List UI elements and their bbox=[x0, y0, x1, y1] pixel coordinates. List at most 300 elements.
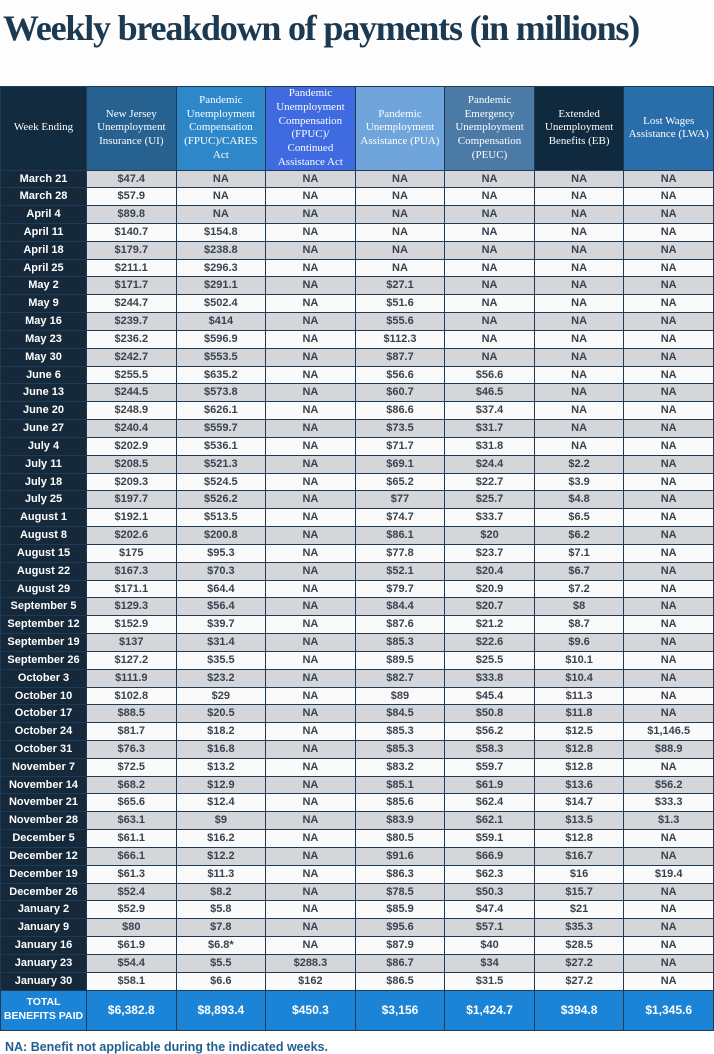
week-ending-cell: May 16 bbox=[1, 313, 87, 331]
table-row bbox=[1, 794, 714, 812]
value-cell: $244.7 bbox=[87, 295, 177, 313]
value-cell: NA bbox=[266, 277, 356, 295]
value-cell: NA bbox=[355, 223, 445, 241]
value-cell: NA bbox=[624, 313, 714, 331]
value-cell: $137 bbox=[87, 634, 177, 652]
value-cell: NA bbox=[266, 776, 356, 794]
value-cell: $73.5 bbox=[355, 420, 445, 438]
value-cell: $56.4 bbox=[176, 598, 266, 616]
table-row bbox=[1, 634, 714, 652]
value-cell: NA bbox=[624, 170, 714, 188]
value-cell: $6.6 bbox=[176, 972, 266, 990]
header-row bbox=[1, 87, 714, 171]
value-cell: $56.6 bbox=[355, 366, 445, 384]
value-cell: $296.3 bbox=[176, 259, 266, 277]
value-cell: $33.8 bbox=[445, 669, 535, 687]
value-cell: $8.7 bbox=[534, 616, 624, 634]
value-cell: $61.9 bbox=[445, 776, 535, 794]
table-row bbox=[1, 455, 714, 473]
value-cell: $55.6 bbox=[355, 313, 445, 331]
value-cell: $52.9 bbox=[87, 901, 177, 919]
value-cell: $596.9 bbox=[176, 330, 266, 348]
value-cell: $19.4 bbox=[624, 865, 714, 883]
value-cell: $52.1 bbox=[355, 562, 445, 580]
table-row bbox=[1, 295, 714, 313]
value-cell: $86.1 bbox=[355, 527, 445, 545]
value-cell: NA bbox=[266, 598, 356, 616]
column-header-2: Pandemic Unemployment Compensation (FPUC)/CARES Act bbox=[176, 87, 266, 171]
total-value-cell: $1,345.6 bbox=[624, 990, 714, 1030]
week-ending-cell: October 10 bbox=[1, 687, 87, 705]
value-cell: $52.4 bbox=[87, 883, 177, 901]
value-cell: NA bbox=[355, 241, 445, 259]
value-cell: $20 bbox=[445, 527, 535, 545]
value-cell: $248.9 bbox=[87, 402, 177, 420]
column-header-4: Pandemic Unemployment Assistance (PUA) bbox=[355, 87, 445, 171]
value-cell: NA bbox=[534, 277, 624, 295]
value-cell: NA bbox=[534, 330, 624, 348]
value-cell: $95.3 bbox=[176, 544, 266, 562]
value-cell: $1,146.5 bbox=[624, 723, 714, 741]
value-cell: $2.2 bbox=[534, 455, 624, 473]
value-cell: NA bbox=[266, 562, 356, 580]
value-cell: $10.1 bbox=[534, 651, 624, 669]
value-cell: $127.2 bbox=[87, 651, 177, 669]
value-cell: NA bbox=[355, 259, 445, 277]
value-cell: NA bbox=[266, 794, 356, 812]
value-cell: NA bbox=[534, 313, 624, 331]
value-cell: $85.9 bbox=[355, 901, 445, 919]
value-cell: NA bbox=[445, 206, 535, 224]
value-cell: $7.1 bbox=[534, 544, 624, 562]
value-cell: $37.4 bbox=[445, 402, 535, 420]
value-cell: $12.9 bbox=[176, 776, 266, 794]
value-cell: NA bbox=[624, 830, 714, 848]
week-ending-cell: October 24 bbox=[1, 723, 87, 741]
value-cell: $27.2 bbox=[534, 954, 624, 972]
value-cell: $54.4 bbox=[87, 954, 177, 972]
value-cell: $29 bbox=[176, 687, 266, 705]
value-cell: $8.2 bbox=[176, 883, 266, 901]
value-cell: NA bbox=[534, 241, 624, 259]
value-cell: NA bbox=[266, 491, 356, 509]
value-cell: $171.7 bbox=[87, 277, 177, 295]
value-cell: NA bbox=[176, 206, 266, 224]
value-cell: $240.4 bbox=[87, 420, 177, 438]
value-cell: $11.3 bbox=[534, 687, 624, 705]
table-row bbox=[1, 919, 714, 937]
table-row bbox=[1, 402, 714, 420]
value-cell: $78.5 bbox=[355, 883, 445, 901]
value-cell: NA bbox=[266, 295, 356, 313]
value-cell: $82.7 bbox=[355, 669, 445, 687]
value-cell: $57.9 bbox=[87, 188, 177, 206]
value-cell: $208.5 bbox=[87, 455, 177, 473]
value-cell: $179.7 bbox=[87, 241, 177, 259]
table-row bbox=[1, 491, 714, 509]
value-cell: $14.7 bbox=[534, 794, 624, 812]
value-cell: $77.8 bbox=[355, 544, 445, 562]
value-cell: $24.4 bbox=[445, 455, 535, 473]
value-cell: $85.6 bbox=[355, 794, 445, 812]
table-row bbox=[1, 687, 714, 705]
value-cell: $6.7 bbox=[534, 562, 624, 580]
value-cell: $20.5 bbox=[176, 705, 266, 723]
value-cell: $62.4 bbox=[445, 794, 535, 812]
value-cell: $85.3 bbox=[355, 723, 445, 741]
value-cell: NA bbox=[534, 420, 624, 438]
table-row bbox=[1, 170, 714, 188]
value-cell: NA bbox=[624, 883, 714, 901]
value-cell: NA bbox=[624, 420, 714, 438]
value-cell: $211.1 bbox=[87, 259, 177, 277]
value-cell: $7.2 bbox=[534, 580, 624, 598]
value-cell: NA bbox=[624, 972, 714, 990]
table-row bbox=[1, 223, 714, 241]
total-value-cell: $6,382.8 bbox=[87, 990, 177, 1030]
column-header-5: Pandemic Emergency Unemployment Compensation (PEUC) bbox=[445, 87, 535, 171]
week-ending-cell: November 7 bbox=[1, 758, 87, 776]
value-cell: $22.6 bbox=[445, 634, 535, 652]
week-ending-cell: March 28 bbox=[1, 188, 87, 206]
value-cell: NA bbox=[624, 580, 714, 598]
value-cell: $85.3 bbox=[355, 741, 445, 759]
value-cell: NA bbox=[266, 420, 356, 438]
value-cell: NA bbox=[266, 206, 356, 224]
week-ending-cell: October 3 bbox=[1, 669, 87, 687]
footnote: NA: Benefit not applicable during the indicated weeks. bbox=[5, 1039, 328, 1054]
value-cell: $192.1 bbox=[87, 509, 177, 527]
table-row bbox=[1, 420, 714, 438]
value-cell: NA bbox=[624, 295, 714, 313]
value-cell: NA bbox=[624, 527, 714, 545]
table-row bbox=[1, 313, 714, 331]
value-cell: $21 bbox=[534, 901, 624, 919]
value-cell: NA bbox=[624, 473, 714, 491]
value-cell: NA bbox=[534, 170, 624, 188]
value-cell: $7.8 bbox=[176, 919, 266, 937]
value-cell: NA bbox=[534, 259, 624, 277]
value-cell: NA bbox=[534, 188, 624, 206]
value-cell: $58.1 bbox=[87, 972, 177, 990]
value-cell: $47.4 bbox=[445, 901, 535, 919]
table-row bbox=[1, 277, 714, 295]
value-cell: $16 bbox=[534, 865, 624, 883]
week-ending-cell: August 1 bbox=[1, 509, 87, 527]
value-cell: $12.8 bbox=[534, 830, 624, 848]
table-row bbox=[1, 580, 714, 598]
table-row bbox=[1, 330, 714, 348]
value-cell: $47.4 bbox=[87, 170, 177, 188]
value-cell: $200.8 bbox=[176, 527, 266, 545]
week-ending-cell: July 4 bbox=[1, 437, 87, 455]
value-cell: $553.5 bbox=[176, 348, 266, 366]
value-cell: $91.6 bbox=[355, 847, 445, 865]
value-cell: NA bbox=[266, 527, 356, 545]
value-cell: NA bbox=[266, 241, 356, 259]
value-cell: $635.2 bbox=[176, 366, 266, 384]
value-cell: NA bbox=[266, 188, 356, 206]
value-cell: $129.3 bbox=[87, 598, 177, 616]
value-cell: $58.3 bbox=[445, 741, 535, 759]
value-cell: $62.1 bbox=[445, 812, 535, 830]
value-cell: NA bbox=[624, 259, 714, 277]
value-cell: NA bbox=[624, 687, 714, 705]
table-row bbox=[1, 473, 714, 491]
table-row bbox=[1, 509, 714, 527]
value-cell: $16.2 bbox=[176, 830, 266, 848]
value-cell: NA bbox=[624, 206, 714, 224]
column-header-0: Week Ending bbox=[1, 87, 87, 171]
table-row bbox=[1, 527, 714, 545]
value-cell: NA bbox=[624, 758, 714, 776]
value-cell: $20.4 bbox=[445, 562, 535, 580]
value-cell: $87.6 bbox=[355, 616, 445, 634]
week-ending-cell: May 30 bbox=[1, 348, 87, 366]
value-cell: NA bbox=[266, 723, 356, 741]
table-row bbox=[1, 776, 714, 794]
value-cell: NA bbox=[624, 901, 714, 919]
value-cell: $8 bbox=[534, 598, 624, 616]
value-cell: NA bbox=[534, 295, 624, 313]
value-cell: $12.8 bbox=[534, 741, 624, 759]
table-row bbox=[1, 384, 714, 402]
value-cell: $524.5 bbox=[176, 473, 266, 491]
value-cell: $9 bbox=[176, 812, 266, 830]
table-header bbox=[1, 87, 714, 171]
value-cell: $5.5 bbox=[176, 954, 266, 972]
value-cell: $61.3 bbox=[87, 865, 177, 883]
week-ending-cell: July 11 bbox=[1, 455, 87, 473]
value-cell: $89 bbox=[355, 687, 445, 705]
week-ending-cell: July 25 bbox=[1, 491, 87, 509]
week-ending-cell: March 21 bbox=[1, 170, 87, 188]
value-cell: $27.2 bbox=[534, 972, 624, 990]
value-cell: $76.3 bbox=[87, 741, 177, 759]
table-row bbox=[1, 812, 714, 830]
week-ending-cell: August 8 bbox=[1, 527, 87, 545]
total-value-cell: $450.3 bbox=[266, 990, 356, 1030]
value-cell: $244.5 bbox=[87, 384, 177, 402]
value-cell: $239.7 bbox=[87, 313, 177, 331]
week-ending-cell: January 9 bbox=[1, 919, 87, 937]
week-ending-cell: April 25 bbox=[1, 259, 87, 277]
week-ending-cell: June 13 bbox=[1, 384, 87, 402]
value-cell: $83.9 bbox=[355, 812, 445, 830]
value-cell: $85.1 bbox=[355, 776, 445, 794]
value-cell: $536.1 bbox=[176, 437, 266, 455]
value-cell: $559.7 bbox=[176, 420, 266, 438]
value-cell: NA bbox=[266, 580, 356, 598]
value-cell: NA bbox=[534, 366, 624, 384]
value-cell: $12.4 bbox=[176, 794, 266, 812]
value-cell: $167.3 bbox=[87, 562, 177, 580]
value-cell: NA bbox=[624, 509, 714, 527]
value-cell: $11.3 bbox=[176, 865, 266, 883]
table-row bbox=[1, 705, 714, 723]
value-cell: NA bbox=[445, 223, 535, 241]
table-row bbox=[1, 847, 714, 865]
value-cell: $3.9 bbox=[534, 473, 624, 491]
value-cell: NA bbox=[355, 206, 445, 224]
value-cell: $56.2 bbox=[445, 723, 535, 741]
value-cell: NA bbox=[266, 865, 356, 883]
value-cell: $13.6 bbox=[534, 776, 624, 794]
value-cell: $66.9 bbox=[445, 847, 535, 865]
value-cell: NA bbox=[266, 812, 356, 830]
table-row bbox=[1, 937, 714, 955]
value-cell: NA bbox=[266, 170, 356, 188]
value-cell: NA bbox=[266, 651, 356, 669]
table-row bbox=[1, 741, 714, 759]
table-body bbox=[1, 170, 714, 990]
value-cell: $31.5 bbox=[445, 972, 535, 990]
value-cell: NA bbox=[176, 188, 266, 206]
total-value-cell: $8,893.4 bbox=[176, 990, 266, 1030]
value-cell: $20.7 bbox=[445, 598, 535, 616]
week-ending-cell: December 5 bbox=[1, 830, 87, 848]
value-cell: $95.6 bbox=[355, 919, 445, 937]
total-value-cell: $1,424.7 bbox=[445, 990, 535, 1030]
week-ending-cell: May 23 bbox=[1, 330, 87, 348]
value-cell: $31.8 bbox=[445, 437, 535, 455]
value-cell: $288.3 bbox=[266, 954, 356, 972]
value-cell: NA bbox=[624, 847, 714, 865]
table-row bbox=[1, 883, 714, 901]
total-value-cell: $3,156 bbox=[355, 990, 445, 1030]
table-row bbox=[1, 366, 714, 384]
week-ending-cell: January 23 bbox=[1, 954, 87, 972]
week-ending-cell: August 22 bbox=[1, 562, 87, 580]
value-cell: $88.9 bbox=[624, 741, 714, 759]
week-ending-cell: January 2 bbox=[1, 901, 87, 919]
table-row bbox=[1, 758, 714, 776]
value-cell: $111.9 bbox=[87, 669, 177, 687]
value-cell: $13.5 bbox=[534, 812, 624, 830]
week-ending-cell: November 14 bbox=[1, 776, 87, 794]
value-cell: $89.5 bbox=[355, 651, 445, 669]
value-cell: $16.8 bbox=[176, 741, 266, 759]
value-cell: NA bbox=[624, 348, 714, 366]
value-cell: NA bbox=[266, 919, 356, 937]
value-cell: NA bbox=[266, 330, 356, 348]
value-cell: $162 bbox=[266, 972, 356, 990]
value-cell: $81.7 bbox=[87, 723, 177, 741]
value-cell: $64.4 bbox=[176, 580, 266, 598]
value-cell: $112.3 bbox=[355, 330, 445, 348]
table-row bbox=[1, 241, 714, 259]
value-cell: $77 bbox=[355, 491, 445, 509]
week-ending-cell: August 29 bbox=[1, 580, 87, 598]
value-cell: NA bbox=[624, 277, 714, 295]
value-cell: $80.5 bbox=[355, 830, 445, 848]
value-cell: NA bbox=[534, 206, 624, 224]
value-cell: $526.2 bbox=[176, 491, 266, 509]
value-cell: $59.7 bbox=[445, 758, 535, 776]
value-cell: $65.2 bbox=[355, 473, 445, 491]
value-cell: $70.3 bbox=[176, 562, 266, 580]
value-cell: NA bbox=[355, 170, 445, 188]
value-cell: $57.1 bbox=[445, 919, 535, 937]
value-cell: NA bbox=[355, 188, 445, 206]
value-cell: NA bbox=[266, 758, 356, 776]
value-cell: $86.3 bbox=[355, 865, 445, 883]
value-cell: NA bbox=[534, 384, 624, 402]
value-cell: $238.8 bbox=[176, 241, 266, 259]
week-ending-cell: January 30 bbox=[1, 972, 87, 990]
column-header-7: Lost Wages Assistance (LWA) bbox=[624, 87, 714, 171]
value-cell: NA bbox=[266, 669, 356, 687]
value-cell: NA bbox=[534, 348, 624, 366]
value-cell: NA bbox=[445, 241, 535, 259]
value-cell: $33.3 bbox=[624, 794, 714, 812]
value-cell: $13.2 bbox=[176, 758, 266, 776]
value-cell: NA bbox=[445, 259, 535, 277]
value-cell: $40 bbox=[445, 937, 535, 955]
week-ending-cell: November 28 bbox=[1, 812, 87, 830]
table-row bbox=[1, 562, 714, 580]
value-cell: $23.7 bbox=[445, 544, 535, 562]
value-cell: NA bbox=[624, 241, 714, 259]
value-cell: $86.6 bbox=[355, 402, 445, 420]
week-ending-cell: April 11 bbox=[1, 223, 87, 241]
table-row bbox=[1, 616, 714, 634]
value-cell: NA bbox=[445, 348, 535, 366]
value-cell: NA bbox=[266, 473, 356, 491]
value-cell: $88.5 bbox=[87, 705, 177, 723]
value-cell: NA bbox=[266, 705, 356, 723]
table-row bbox=[1, 865, 714, 883]
value-cell: $502.4 bbox=[176, 295, 266, 313]
value-cell: $74.7 bbox=[355, 509, 445, 527]
value-cell: NA bbox=[624, 223, 714, 241]
value-cell: $1.3 bbox=[624, 812, 714, 830]
week-ending-cell: June 27 bbox=[1, 420, 87, 438]
table-row bbox=[1, 544, 714, 562]
value-cell: $34 bbox=[445, 954, 535, 972]
value-cell: $46.5 bbox=[445, 384, 535, 402]
table-row bbox=[1, 651, 714, 669]
value-cell: $6.5 bbox=[534, 509, 624, 527]
week-ending-cell: July 18 bbox=[1, 473, 87, 491]
value-cell: $71.7 bbox=[355, 437, 445, 455]
value-cell: $61.1 bbox=[87, 830, 177, 848]
value-cell: NA bbox=[534, 437, 624, 455]
value-cell: NA bbox=[445, 330, 535, 348]
value-cell: $21.2 bbox=[445, 616, 535, 634]
value-cell: $209.3 bbox=[87, 473, 177, 491]
table-row bbox=[1, 259, 714, 277]
value-cell: NA bbox=[624, 598, 714, 616]
total-value-cell: $394.8 bbox=[534, 990, 624, 1030]
week-ending-cell: September 5 bbox=[1, 598, 87, 616]
week-ending-cell: December 19 bbox=[1, 865, 87, 883]
value-cell: $59.1 bbox=[445, 830, 535, 848]
value-cell: $513.5 bbox=[176, 509, 266, 527]
page-title: Weekly breakdown of payments (in millions) bbox=[3, 8, 640, 48]
value-cell: $12.5 bbox=[534, 723, 624, 741]
payments-table bbox=[0, 86, 714, 1031]
value-cell: $62.3 bbox=[445, 865, 535, 883]
week-ending-cell: October 31 bbox=[1, 741, 87, 759]
table-row bbox=[1, 437, 714, 455]
value-cell: $69.1 bbox=[355, 455, 445, 473]
table-row bbox=[1, 830, 714, 848]
value-cell: NA bbox=[624, 954, 714, 972]
value-cell: NA bbox=[266, 830, 356, 848]
table-row bbox=[1, 723, 714, 741]
value-cell: $50.3 bbox=[445, 883, 535, 901]
